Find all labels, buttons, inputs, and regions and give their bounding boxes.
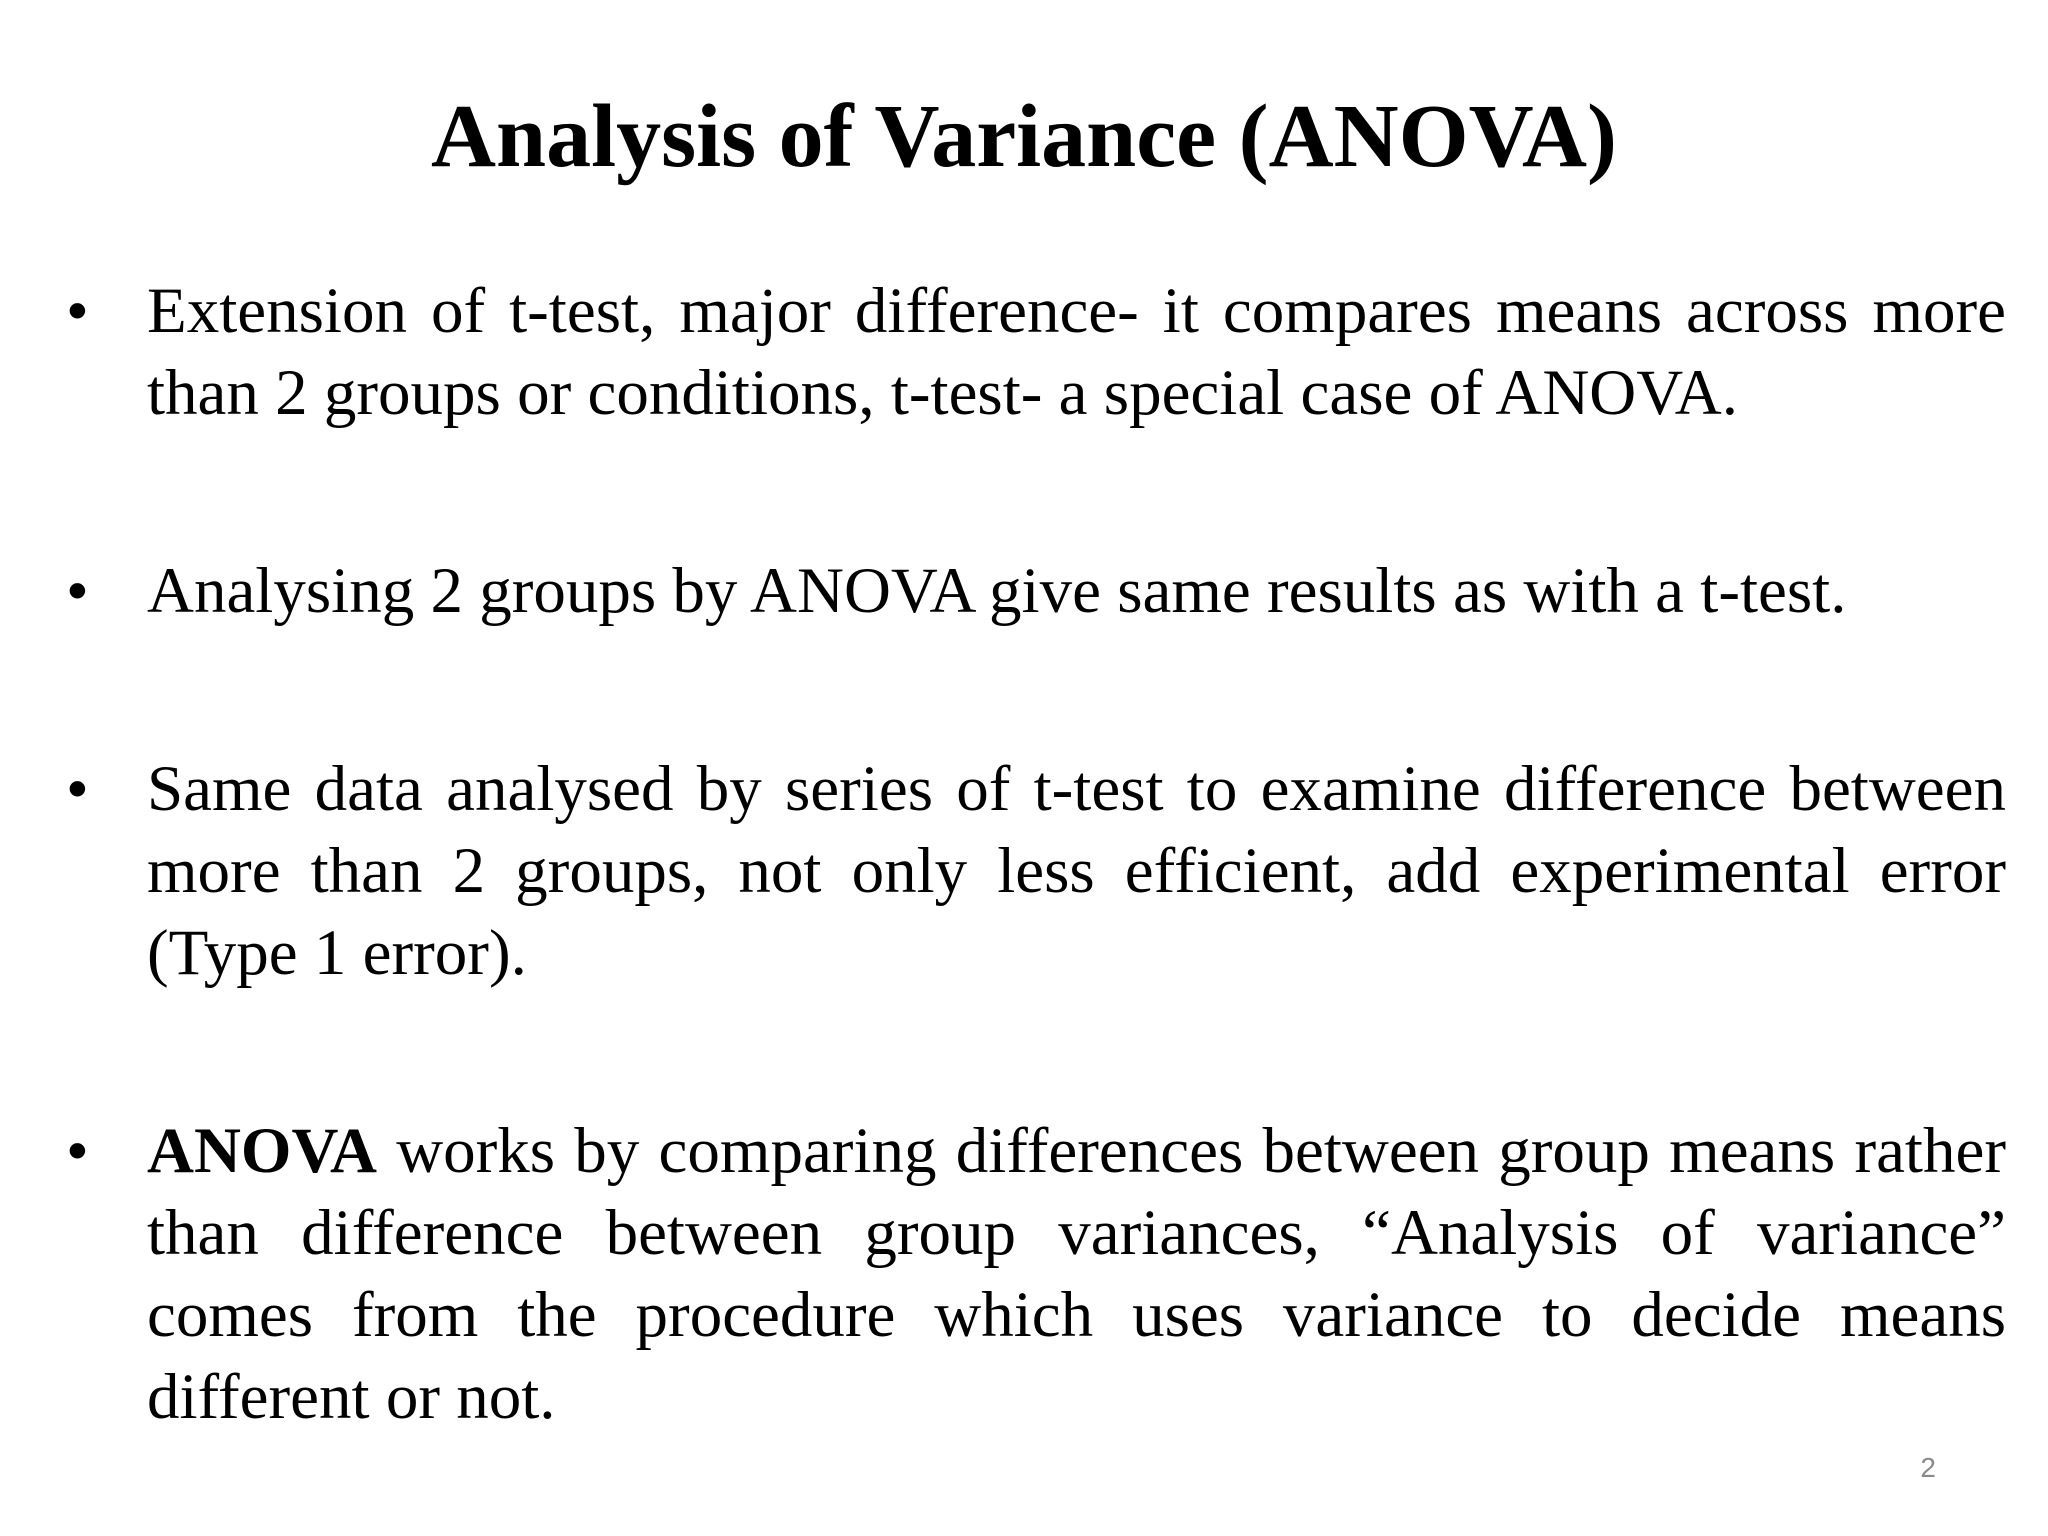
bullet-item-ttest-extension	[66, 270, 2006, 434]
bullet-item-two-groups	[66, 550, 2006, 632]
bullet-item-multiple-ttests	[66, 748, 2006, 994]
bullet-text: Same data analysed by series of t-test to examine difference between more than 2 groups, not only less efficient, add experimental error (Type 1 error).	[147, 753, 2006, 989]
bullet-icon: •	[66, 1115, 89, 1187]
bullet-icon: •	[66, 753, 89, 825]
bullet-icon: •	[66, 555, 89, 627]
bullet-text: Extension of t-test, major difference- it compares means across more than 2 groups or conditions, t-test- a special case of ANOVA.	[147, 275, 2006, 429]
page-number: 2	[1920, 1452, 1936, 1483]
bullet-icon: •	[66, 275, 89, 347]
bold-lead-term: ANOVA	[147, 1115, 377, 1187]
bullet-text: Analysing 2 groups by ANOVA give same results as with a t-test.	[147, 555, 1847, 627]
bullet-item-anova-method	[66, 1110, 2006, 1438]
bullet-text-remainder: works by comparing differences between group means rather than difference between group variances, “Analysis of variance” comes from the procedure which uses variance to decide means different or not.	[147, 1115, 2006, 1433]
bullet-list	[66, 270, 2006, 1438]
slide-title: Analysis of Variance (ANOVA)	[431, 87, 1617, 186]
bullet-text	[147, 1110, 2006, 1438]
